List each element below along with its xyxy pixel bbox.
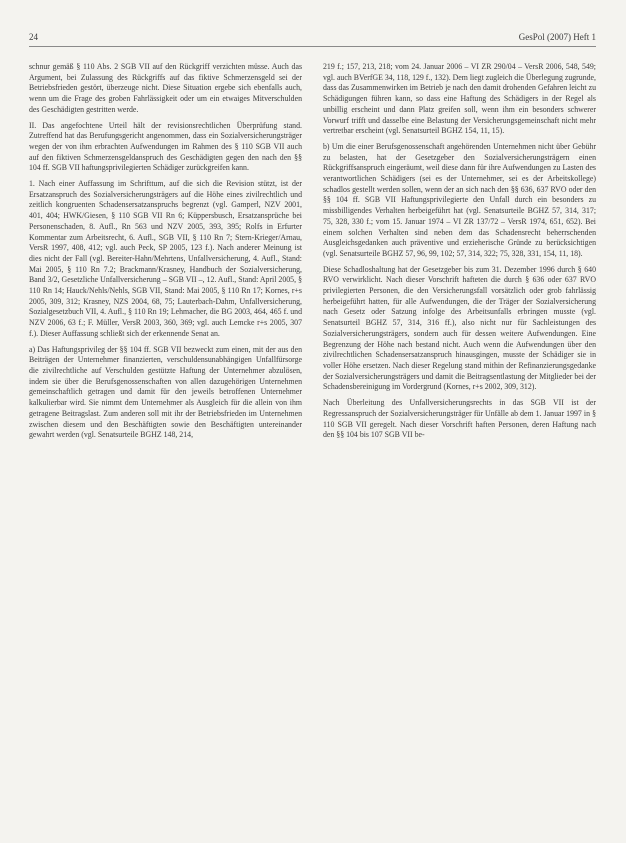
page-number: 24 [29,32,38,42]
right-column [323,62,596,446]
paragraph: a) Das Haftungsprivileg der §§ 104 ff. SGB VII bezweckt zum einen, mit der aus den Beiträgen der Unternehmer finanzierten, verschuldensunabhängigen Unfallfürsorge die zivilrechtliche auf Verschulden gestützte Haftung der Unternehmer abzulösen, indem sie über die Berufsgenossenschaften von allen dazugehörigen Unternehmen gemeinschaftlich getragen und damit für den jeweils betroffenen Unternehmer kalkulierbar wird. Sie nimmt dem Unternehmer als Ausgleich für die allein von ihm getragene Beitragslast. Zum anderen soll mit ihr der Betriebsfrieden im Unternehmen zwischen diesem und den Beschäftigten sowie den Beschäftigten untereinander gewahrt werden (vgl. Senatsurteile BGHZ 148, 214, [29,344,302,440]
left-column [29,62,302,446]
paragraph: II. Das angefochtene Urteil hält der revisionsrechtlichen Überprüfung stand. Zutreffend hat das Berufungsgericht angenommen, dass ein Sozialversicherungsträger wegen der von ihm erbrachten Aufwendungen im Rahmen des § 110 SGB VII auch auf den fiktiven Schmerzensgeldanspruch des Geschädigten gegen den nach den §§ 104 ff. SGB VII haftungsprivilegierten Schädiger zurückgreifen kann. [29,120,302,173]
paragraph: Diese Schadloshaltung hat der Gesetzgeber bis zum 31. Dezember 1996 durch § 640 RVO verwirklicht. Nach dieser Vorschrift hafteten die durch § 636 oder 637 RVO privilegierten Personen, die den Versicherungsfall vorsätzlich oder grob fahrlässig herbeigeführt hatten, für alle Aufwendungen, die der Träger der Sozialversicherung nach Gesetz oder Satzung infolge des Arbeitsunfalls erbringen musste (vgl. Senatsurteil BGHZ 57, 314, 316 ff.), also nicht nur für Sachleistungen des Sozialversicherungsträgers, sondern auch für dessen weitere Aufwendungen. Eine Begrenzung der Höhe nach bestand nicht. Auch wenn die Aufwendungen über den zivilrechtlichen Schadensersatzanspruch hinausgingen, musste der Schädiger sie in voller Höhe ersetzen. Nach dieser Regelung stand mithin der Refinanzierungsgedanke der Sozialversicherungsträgers und damit die Beitragsentlastung der Mitglieder bei der Schadensbereinigung im Vordergrund (Kornes, r+s 2002, 309, 312). [323,264,596,392]
running-header [29,32,596,47]
paragraph: Nach Überleitung des Unfallversicherungsrechts in das SGB VII ist der Regressanspruch der Sozialversicherungsträger für Unfälle ab dem 1. Januar 1997 in § 110 SGB VII geregelt. Nach dieser Vorschrift haften Personen, deren Haftung nach den §§ 104 bis 107 SGB VII be- [323,398,596,440]
journal-reference: GesPol (2007) Heft 1 [518,32,596,42]
paragraph: schnur gemäß § 110 Abs. 2 SGB VII auf den Rückgriff verzichten müsse. Auch das Argument, bei Zulassung des Rückgriffs auf das fiktive Schmerzensgeld sei der Betriebsfrieden gestört, überzeuge nicht. Diese Situation ergebe sich ebenfalls auch, wenn um die Frage des groben Fahrlässigkeit oder um ein etwaiges Mitverschulden des Geschädigten gestritten werde. [29,62,302,114]
paragraph: 1. Nach einer Auffassung im Schrifttum, auf die sich die Revision stützt, ist der Ersatzanspruch des Sozialversicherungsträgers auf die Höhe eines zivilrechtlich und zeitlich kongruenten Schadensersatzanspruchs begrenzt (vgl. Gamperl, NZV 2001, 401, 404; HWK/Giesen, § 110 SGB VII Rn 6; Küppersbusch, Ersatzansprüche bei Personenschaden, 8. Aufl., Rn 563 und NZV 2005, 393, 395; Rolfs in Erfurter Kommentar zum Arbeitsrecht, 6. Aufl., SGB VII, § 110 Rn 7; Stern-Krieger/Arnau, VersR 1997, 408, 412; vgl. auch Peck, SP 2005, 123 f.). Nach anderer Meinung ist dies nicht der Fall (vgl. Bereiter-Hahn/Mehrtens, Unfallversicherung, 4. Aufl., Stand: Mai 2005, § 110 Rn 7.2; Brackmann/Krasney, Handbuch der Sozialversicherung, Band 3/2, Gesetzliche Unfallversicherung – SGB VII –, 12. Aufl., Stand: April 2005, § 110 Rn 14; Hauck/Nehls/Nehls, SGB VII, Stand: Mai 2005, § 110 Rn 17; Kornes, r+s 2005, 309, 312; Krasney, NZS 2004, 68, 75; Lauterbach-Dahm, Unfallversicherung, Sozialgesetzbuch VII, 4. Aufl., § 110 Rn 19; Lehmacher, die BG 2003, 464, 465 f. und NZV 2006, 63 f.; F. Müller, VersR 2003, 360, 369; vgl. auch Lemcke r+s 2005, 307 f.). Dieser Auffassung schließt sich der erkennende Senat an. [29,179,302,338]
paragraph: 219 f.; 157, 213, 218; vom 24. Januar 2006 – VI ZR 290/04 – VersR 2006, 548, 549; vgl. auch BVerfGE 34, 118, 129 f., 132). Dem liegt zugleich die Überlegung zugrunde, dass das Zusammenwirken im Betrieb je nach den damit drohenden Gefahren leicht zu Schädigungen führen kann, so dass eine Haftung des Schädigers in der Regel als unbillig erscheint und dann Platz greifen soll, wenn ihm ein besonders schwerer Vorwurf trifft und dasselbe eine Belastung der Versicherungsgemeinschaft nicht mehr vertretbar erscheint (vgl. Senatsurteil BGHZ 154, 11, 15). [323,62,596,136]
paragraph: b) Um die einer Berufsgenossenschaft angehörenden Unternehmen nicht über Gebühr zu belasten, hat der Gesetzgeber den Sozialversicherungsträgern einen Rückgriffsanspruch eingeräumt, weil diese dann für ihre Aufwendungen zu Lasten des verantwortlichen Schädigers (sei es der Unternehmer, sei es der Arbeitskollege) schadlos gestellt werden sollen, wenn der an sich nach den §§ 636, 637 RVO oder den §§ 104 ff. SGB VII Haftungsprivilegierte den Unfall durch ein besonders zu missbilligendes Verhalten herbeigeführt hat (vgl. Senatsurteile BGHZ 57, 314, 317; 75, 328, 330 f.; vom 15. Januar 1974 – VI ZR 137/72 – VersR 1974, 651, 652). Bei einem solchen Verhalten sind neben dem das Schadensrecht beherrschenden Ausgleichsgedanken auch präventive und erzieherische Gründe zu berücksichtigen (vgl. Senatsurteile BGHZ 57, 96, 99, 102; 57, 314, 322; 75, 328, 331, 154, 11, 18). [323,141,596,258]
